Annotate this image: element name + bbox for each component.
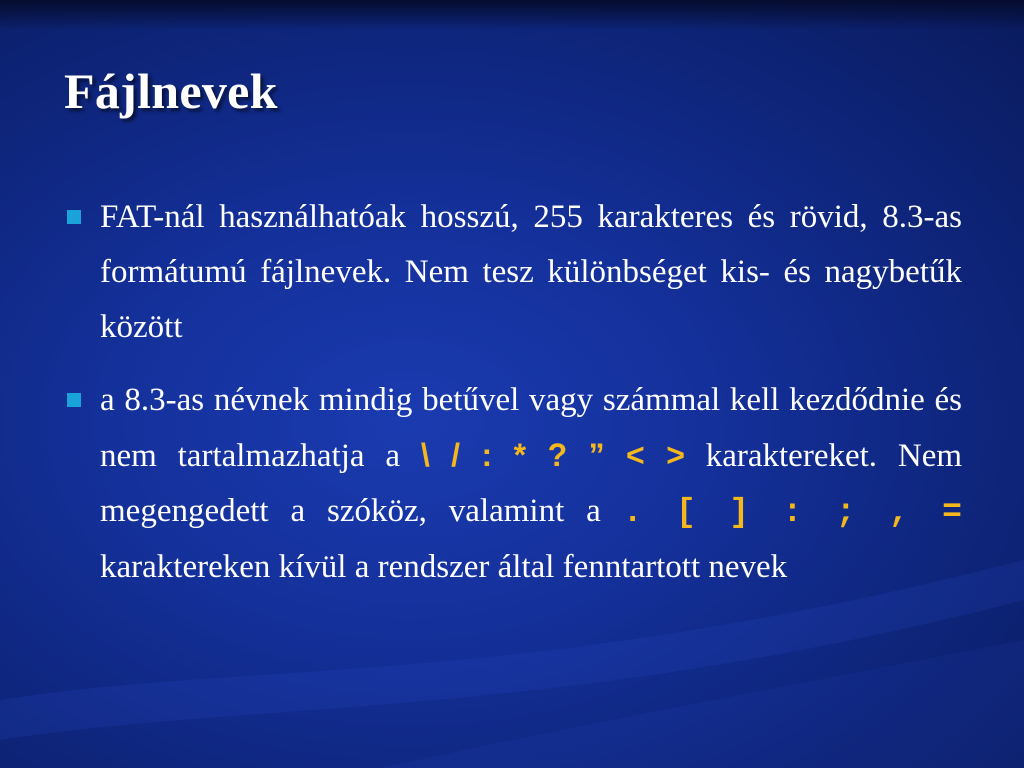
square-bullet-icon [67,210,81,224]
bullet-item-fat-names [64,190,962,355]
bullet-text: FAT-nál használhatóak hosszú, 255 karakteres és rövid, 8.3-as formátumú fájlnevek. Nem tesz különbséget kis- és nagybetűk között [100,199,962,345]
disallowed-characters: . [ ] : ; , = [622,494,962,531]
square-bullet-icon [67,393,81,407]
forbidden-characters: \ / : * ? ” < > [420,437,685,473]
bullet-text-part-b: karaktereket. Nem megengedett a szóköz, valamint a [100,438,963,529]
bullet-text-part-c: karaktereken kívül a rendszer által fenntartott nevek [100,549,788,585]
bullet-list [64,190,962,613]
slide-title: Fájlnevek [64,63,278,119]
bullet-item-8-3-rules [64,373,962,595]
bullet-text-part-a: a 8.3-as névnek mindig betűvel vagy számmal kell kezdődnie és nem tartalmazhatja a [100,382,962,474]
